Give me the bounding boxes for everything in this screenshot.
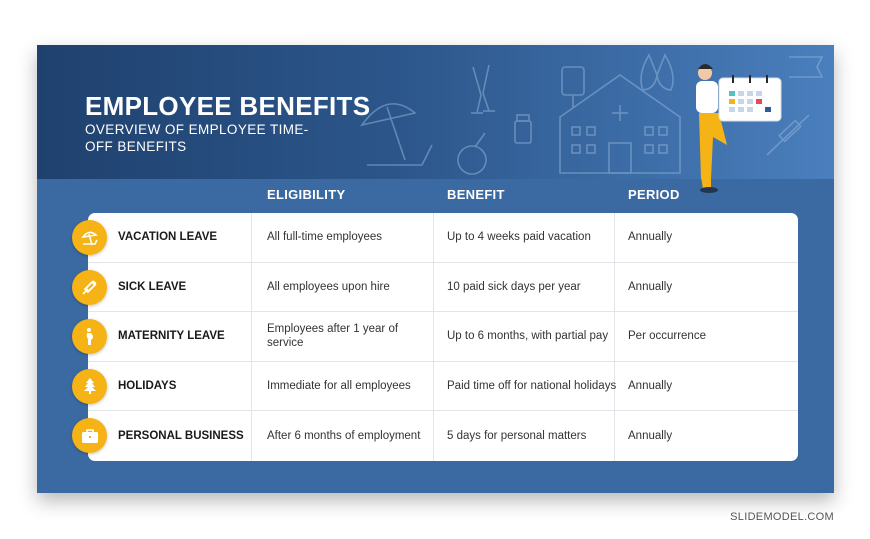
- beach-icon: [72, 220, 107, 255]
- header-banner: [37, 45, 834, 179]
- person-feet-illustration: [697, 175, 737, 197]
- period-cell: Per occurrence: [628, 330, 706, 343]
- eligibility-cell: Immediate for all employees: [267, 380, 411, 393]
- watermark: SLIDEMODEL.COM: [730, 511, 834, 523]
- hospital-icon: [560, 75, 680, 173]
- benefit-cell: Up to 6 months, with partial pay: [447, 330, 609, 343]
- slide: [37, 45, 834, 493]
- column-header-period: PERIOD: [628, 187, 680, 202]
- benefit-cell: 10 paid sick days per year: [447, 280, 581, 293]
- eligibility-cell: All full-time employees: [267, 231, 383, 244]
- slide-title: EMPLOYEE BENEFITS: [85, 91, 371, 121]
- person-with-calendar-illustration: [696, 64, 781, 179]
- briefcase-icon: [72, 418, 107, 453]
- category-label: HOLIDAYS: [118, 380, 177, 393]
- pregnant-woman-icon: [72, 319, 107, 354]
- lungs-icon: [641, 55, 673, 90]
- eligibility-cell: Employees after 1 year of service: [267, 323, 399, 350]
- table-row: [88, 263, 798, 313]
- table-row: [88, 411, 798, 461]
- tree-icon: [72, 369, 107, 404]
- period-cell: Annually: [628, 430, 673, 443]
- column-header-benefit: BENEFIT: [447, 187, 505, 202]
- period-cell: Annually: [628, 380, 673, 393]
- category-label: VACATION LEAVE: [118, 231, 218, 244]
- flag-icon: [789, 57, 822, 77]
- period-cell: Annually: [628, 280, 673, 293]
- eligibility-cell: All employees upon hire: [267, 280, 390, 293]
- benefit-cell: Paid time off for national holidays: [447, 380, 617, 393]
- benefit-cell: 5 days for personal matters: [447, 430, 587, 443]
- eligibility-cell: After 6 months of employment: [267, 430, 421, 443]
- coconut-drink-icon: [458, 133, 486, 174]
- benefit-cell: Up to 4 weeks paid vacation: [447, 231, 591, 244]
- syringe-icon: [72, 270, 107, 305]
- category-label: MATERNITY LEAVE: [118, 330, 225, 343]
- category-label: PERSONAL BUSINESS: [118, 430, 244, 443]
- iv-bag-icon: [562, 67, 584, 107]
- beach-umbrella-icon: [362, 104, 432, 165]
- slide-subtitle: OVERVIEW OF EMPLOYEE TIME-OFF BENEFITS: [85, 122, 309, 154]
- table-row: [88, 362, 798, 412]
- table-row: [88, 213, 798, 263]
- table-row: [88, 312, 798, 362]
- benefits-table: [88, 213, 798, 461]
- category-label: SICK LEAVE: [118, 280, 187, 293]
- medicine-bottle-icon: [515, 115, 531, 143]
- period-cell: Annually: [628, 231, 673, 244]
- champagne-icon: [471, 65, 495, 113]
- column-header-eligibility: ELIGIBILITY: [267, 187, 346, 202]
